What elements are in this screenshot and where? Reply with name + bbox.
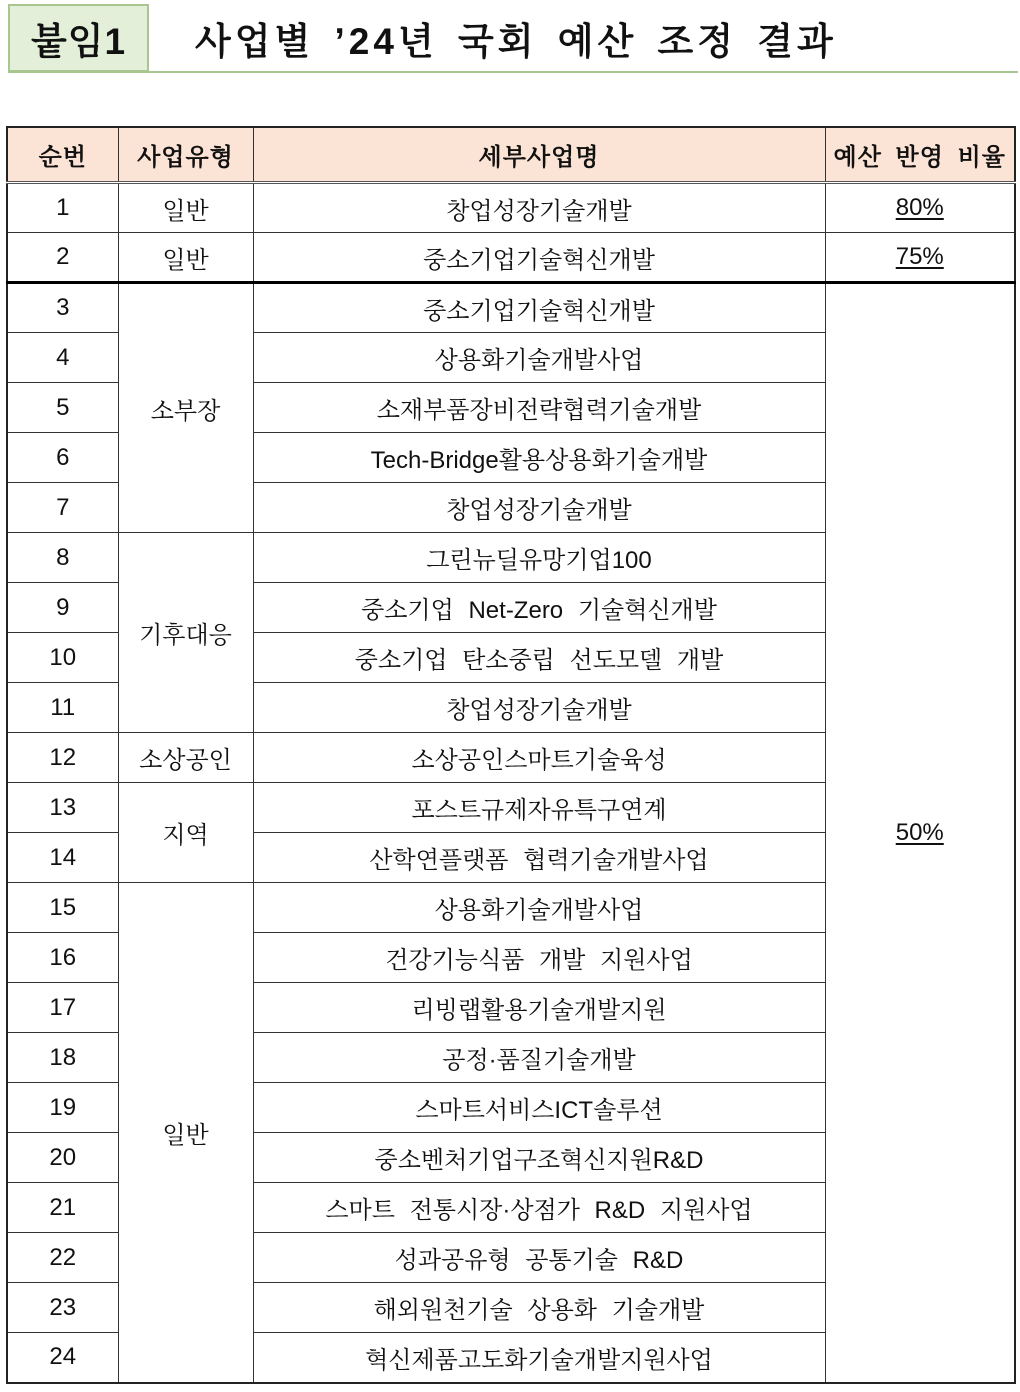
project-name: 중소벤처기업구조혁신지원R&D	[253, 1133, 825, 1183]
header-project-name: 세부사업명	[253, 127, 825, 183]
budget-ratio-cell	[825, 183, 1015, 233]
budget-ratio-cell	[825, 283, 1015, 1383]
row-number: 21	[7, 1183, 118, 1233]
project-type: 일반	[118, 883, 253, 1383]
budget-ratio-cell	[825, 233, 1015, 283]
header-budget-ratio: 예산 반영 비율	[825, 127, 1015, 183]
title-bar	[8, 5, 1018, 73]
row-number: 10	[7, 633, 118, 683]
row-number: 22	[7, 1233, 118, 1283]
row-number: 15	[7, 883, 118, 933]
project-name: 그린뉴딜유망기업100	[253, 533, 825, 583]
budget-ratio: 50%	[895, 818, 944, 846]
table-row	[7, 283, 1015, 333]
project-name: 공정·품질기술개발	[253, 1033, 825, 1083]
project-name: 상용화기술개발사업	[253, 883, 825, 933]
row-number: 20	[7, 1133, 118, 1183]
project-name: 산학연플랫폼 협력기술개발사업	[253, 833, 825, 883]
row-number: 18	[7, 1033, 118, 1083]
project-type: 소상공인	[118, 733, 253, 783]
project-name: 창업성장기술개발	[253, 183, 825, 233]
project-type: 지역	[118, 783, 253, 883]
project-name: Tech-Bridge활용상용화기술개발	[253, 433, 825, 483]
project-name: 건강기능식품 개발 지원사업	[253, 933, 825, 983]
row-number: 11	[7, 683, 118, 733]
project-name: 창업성장기술개발	[253, 683, 825, 733]
row-number: 13	[7, 783, 118, 833]
row-number: 17	[7, 983, 118, 1033]
row-number: 9	[7, 583, 118, 633]
row-number: 16	[7, 933, 118, 983]
row-number: 8	[7, 533, 118, 583]
project-name: 소재부품장비전략협력기술개발	[253, 383, 825, 433]
project-type: 기후대응	[118, 533, 253, 733]
project-name: 혁신제품고도화기술개발지원사업	[253, 1333, 825, 1383]
budget-table	[6, 126, 1016, 1384]
project-type: 일반	[118, 233, 253, 283]
project-name: 창업성장기술개발	[253, 483, 825, 533]
project-name: 소상공인스마트기술육성	[253, 733, 825, 783]
row-number: 7	[7, 483, 118, 533]
project-name: 포스트규제자유특구연계	[253, 783, 825, 833]
row-number: 23	[7, 1283, 118, 1333]
row-number: 6	[7, 433, 118, 483]
row-number: 2	[7, 233, 118, 283]
project-name: 상용화기술개발사업	[253, 333, 825, 383]
table-row	[7, 183, 1015, 233]
row-number: 12	[7, 733, 118, 783]
row-number: 5	[7, 383, 118, 433]
table-row	[7, 233, 1015, 283]
project-type: 소부장	[118, 283, 253, 533]
attachment-label: 붙임1	[8, 4, 149, 72]
row-number: 19	[7, 1083, 118, 1133]
project-name: 중소기업기술혁신개발	[253, 283, 825, 333]
budget-ratio: 75%	[895, 243, 944, 270]
row-number: 14	[7, 833, 118, 883]
project-name: 해외원천기술 상용화 기술개발	[253, 1283, 825, 1333]
project-name: 중소기업 Net-Zero 기술혁신개발	[253, 583, 825, 633]
project-name: 중소기업기술혁신개발	[253, 233, 825, 283]
row-number: 4	[7, 333, 118, 383]
header-project-type: 사업유형	[118, 127, 253, 183]
project-name: 스마트 전통시장·상점가 R&D 지원사업	[253, 1183, 825, 1233]
project-type: 일반	[118, 183, 253, 233]
row-number: 3	[7, 283, 118, 333]
budget-ratio: 80%	[895, 194, 944, 221]
header-row	[7, 127, 1015, 183]
row-number: 24	[7, 1333, 118, 1383]
row-number: 1	[7, 183, 118, 233]
project-name: 성과공유형 공통기술 R&D	[253, 1233, 825, 1283]
project-name: 스마트서비스ICT솔루션	[253, 1083, 825, 1133]
document-title: 사업별 ’24년 국회 예산 조정 결과	[195, 21, 837, 62]
header-number: 순번	[7, 127, 118, 183]
project-name: 리빙랩활용기술개발지원	[253, 983, 825, 1033]
project-name: 중소기업 탄소중립 선도모델 개발	[253, 633, 825, 683]
